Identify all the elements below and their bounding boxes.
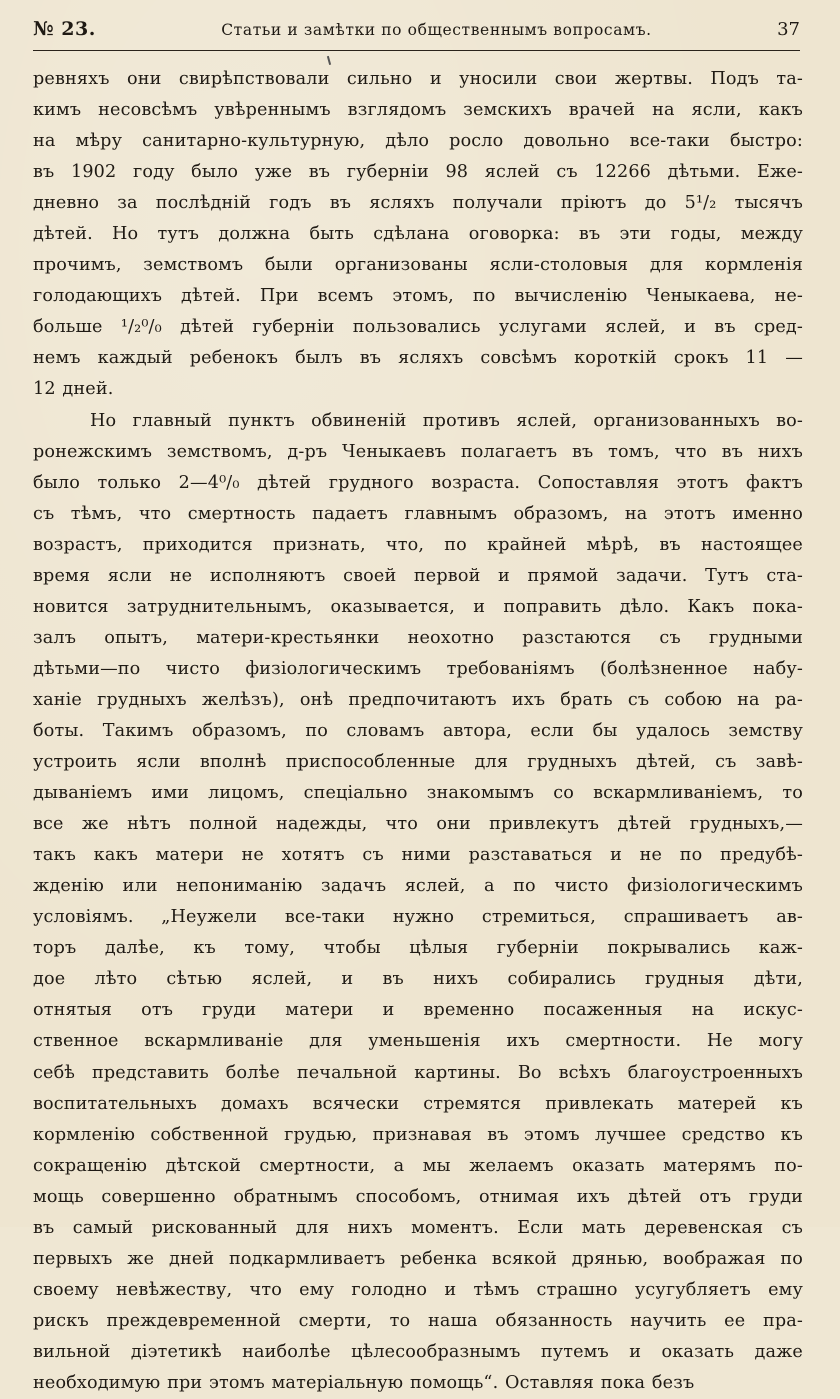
text-line: ханіе грудныхъ желѣзъ), онѣ предпочитаютъ ихъ брать съ собою на ра- [33,689,803,710]
text-line: больше ¹/₂⁰/₀ дѣтей губерніи пользовались услугами яслей, и въ сред- [33,317,803,338]
text-line: такъ какъ матери не хотятъ съ ними разставаться и не по предубѣ- [33,845,803,866]
text-line: ревняхъ они свирѣпствовали сильно и уносили свои жертвы. Подъ та- [33,69,803,89]
text-line: залъ опытъ, матери-крестьянки неохотно разстаются съ грудными [33,627,803,648]
text-line: въ 1902 году было уже въ губерніи 98 яслей съ 12266 дѣтьми. Еже- [33,162,803,183]
text-line: вильной діэтетикѣ наиболѣе цѣлесообразнымъ путемъ и оказать даже [33,1341,803,1362]
body-text [33,64,803,1399]
text-line: дневно за послѣдній годъ въ ясляхъ получали пріютъ до 5¹/₂ тысячъ [33,193,803,214]
text-line: своему невѣжеству, что ему голодно и тѣмъ страшно усугубляетъ ему [33,1279,803,1300]
text-line: съ тѣмъ, что смертность падаетъ главнымъ образомъ, на этотъ именно [33,503,803,524]
text-line: дѣтей. Но тутъ должна быть сдѣлана оговорка: въ эти годы, между [33,224,803,245]
text-line: 12 дней. [33,379,114,400]
text-line: ственное вскармливаніе для уменьшенія ихъ смертности. Не могу [33,1031,803,1052]
text-line: возрастъ, приходится признать, что, по крайней мѣрѣ, въ настоящее [33,534,803,555]
text-line: на мѣру санитарно-культурную, дѣло росло довольно все-таки быстро: [33,131,803,152]
running-header [33,18,800,48]
text-line: голодающихъ дѣтей. При всемъ этомъ, по вычисленію Ченыкаева, не- [33,286,803,307]
text-line: воспитательныхъ домахъ всячески стремятся привлекать матерей къ [33,1093,803,1114]
text-line: Но главный пунктъ обвиненій противъ яслей, организованныхъ во- [90,410,803,431]
text-line: рискъ преждевременной смерти, то наша обязанность научить ее пра- [33,1310,803,1331]
text-line: жденію или непониманію задачъ яслей, а по чисто физіологическимъ [33,876,803,897]
text-line: все же нѣтъ полной надежды, что они привлекутъ дѣтей грудныхъ,— [33,814,803,835]
text-line: отнятыя отъ груди матери и временно посаженныя на искус- [33,1000,803,1021]
text-line: новится затруднительнымъ, оказывается, и поправить дѣло. Какъ пока- [33,596,803,617]
issue-number: № 23. [33,18,96,40]
text-line: первыхъ же дней подкармливаетъ ребенка всякой дрянью, воображая по [33,1248,803,1269]
text-line: дѣтьми—по чисто физіологическимъ требованіямъ (болѣзненное набу- [33,658,803,679]
text-line: сокращенію дѣтской смертности, а мы желаемъ оказать матерямъ по- [33,1155,803,1176]
text-line: необходимую при этомъ матеріальную помощь“. Оставляя пока безъ [33,1372,695,1393]
text-line: дываніемъ ими лицомъ, спеціально знакомымъ со вскармливаніемъ, то [33,783,803,804]
text-line: немъ каждый ребенокъ былъ въ ясляхъ совсѣмъ короткій срокъ 11 — [33,348,803,369]
text-line: торъ далѣе, къ тому, чтобы цѣлыя губерніи покрывались каж- [33,938,803,959]
text-line: было только 2—4⁰/₀ дѣтей грудного возраста. Сопоставляя этотъ фактъ [33,472,803,493]
running-title: Статьи и замѣтки по общественнымъ вопросамъ. [221,21,652,39]
text-line: устроить ясли вполнѣ приспособленные для грудныхъ дѣтей, съ завѣ- [33,752,803,773]
text-line: боты. Такимъ образомъ, по словамъ автора, если бы удалось земству [33,720,803,741]
text-line: ронежскимъ земствомъ, д-ръ Ченыкаевъ полагаетъ въ томъ, что въ нихъ [33,441,803,462]
text-line: дое лѣто сѣтью яслей, и въ нихъ собирались грудныя дѣти, [33,969,803,990]
text-line: кормленію собственной грудью, признавая въ этомъ лучшее средство къ [33,1124,803,1145]
header-rule [33,50,800,51]
text-line: кимъ несовсѣмъ увѣреннымъ взглядомъ земскихъ врачей на ясли, какъ [33,100,803,121]
text-line: условіямъ. „Неужели все-таки нужно стремиться, спрашиваетъ ав- [33,907,803,928]
text-line: прочимъ, земствомъ были организованы ясли-столовыя для кормленія [33,255,803,276]
text-line: мощь совершенно обратнымъ способомъ, отнимая ихъ дѣтей отъ груди [33,1186,803,1207]
text-line: время ясли не исполняютъ своей первой и прямой задачи. Тутъ ста- [33,565,803,586]
page-number: 37 [777,19,800,40]
text-line: въ самый рискованный для нихъ моментъ. Если мать деревенская съ [33,1217,803,1238]
text-line: себѣ представить болѣе печальной картины. Во всѣхъ благоустроенныхъ [33,1062,803,1083]
